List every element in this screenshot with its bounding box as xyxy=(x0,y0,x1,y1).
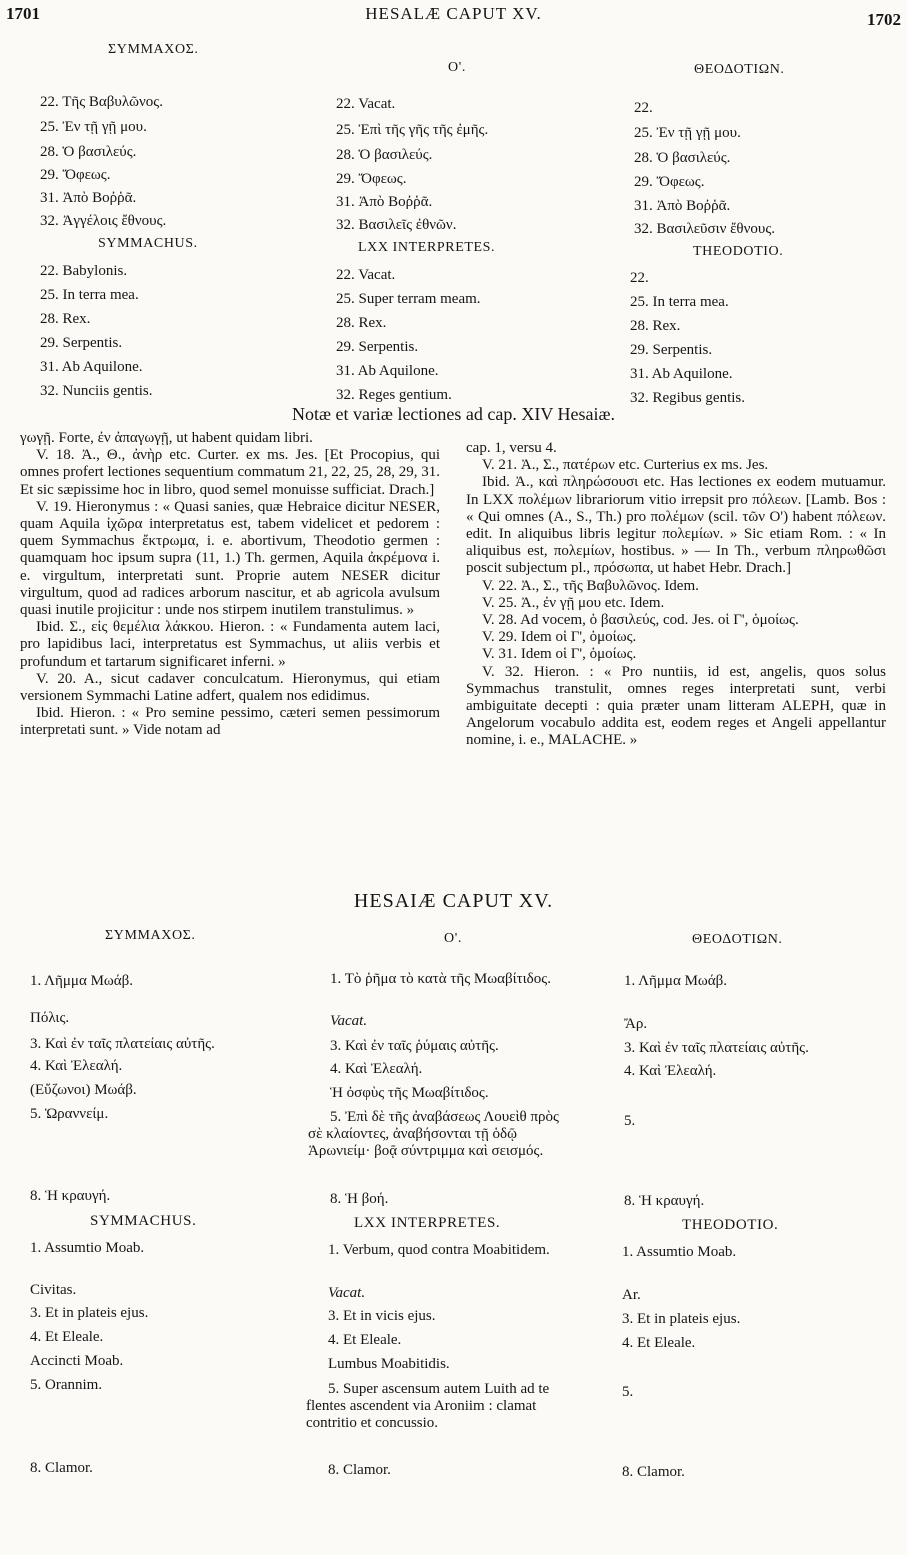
verse-line: 22. xyxy=(630,270,649,286)
notes-column-left xyxy=(20,430,440,740)
verse-line: 4. Et Eleale. xyxy=(622,1335,696,1351)
note-paragraph: Ibid. Σ., εἰς θεμέλια λάκκου. Hieron. : « Fundamenta autem laci, pro lapidibus laci, interpretatus est Symmachus, ut aliis verbis et profundum et tartarum significaret inferni. » xyxy=(20,619,440,670)
verse-line: 1. Verbum, quod contra Moabitidem. xyxy=(328,1242,550,1258)
verse-line: 1. Assumtio Moab. xyxy=(30,1240,145,1256)
verse-line: 32. Regibus gentis. xyxy=(630,390,745,406)
notes-column-right xyxy=(466,440,886,750)
verse-line: 3. Καὶ ἐν ταῖς πλατείαις αὐτῆς. xyxy=(30,1036,215,1052)
note-paragraph: cap. 1, versu 4. xyxy=(466,440,557,456)
verse-line: 32. Ἀγγέλοις ἔθνους. xyxy=(40,213,167,229)
verse-line: (Εὔζωνοι) Μωάβ. xyxy=(30,1082,137,1098)
verse-line: 28. Rex. xyxy=(336,315,387,331)
verse-line: Lumbus Moabitidis. xyxy=(328,1356,450,1372)
verse-line: Ἡ ὀσφὺς τῆς Μωαβίτιδος. xyxy=(330,1085,489,1101)
verse-line: Vacat. xyxy=(330,1013,368,1029)
verse-line: 29. Serpentis. xyxy=(40,335,123,351)
column-heading-lxx-greek: Ο'. xyxy=(448,60,466,75)
verse-line: 3. Et in plateis ejus. xyxy=(622,1311,741,1327)
column-heading-symmachus-latin: SYMMACHUS. xyxy=(90,1213,197,1229)
note-paragraph: V. 18. Ἀ., Θ., ἀνὴρ etc. Curter. ex ms. Jes. [Et Procopius, qui omnes profert lectiones sequentium commatum 21, 22, 25, 28, 29, 31. Et sic sæpissime hoc in libro, quod semel monuisse sufficiat. Drach.] xyxy=(20,447,440,498)
verse-line: 32. Βασιλεῖς ἐθνῶν. xyxy=(336,217,457,233)
running-title: HESALÆ CAPUT XV. xyxy=(365,4,542,23)
verse-line: 25. Super terram meam. xyxy=(336,291,481,307)
verse-line: 32. Βασιλεῦσιν ἔθνους. xyxy=(634,221,776,237)
note-paragraph: V. 19. Hieronymus : « Quasi sanies, quæ Hebraice dicitur NESER, quam Aquila ἰχῶρα interpretatus est, tabem videlicet et pedorem : quem Symmachus ἔκτρωμα, i. e. abortivum, Theodotio germen : quamquam hoc ipsum supra (11, 1.) Th. germen, Aquila ἀκρέμονα i. e. virgultum, interpretati sunt. Proprie autem NESER dicitur virgultum, quod ad radices arborum nascitur, et ab agricola avulsum quasi inutile projicitur : unde nos stirpem inutilem transtulimus. » xyxy=(20,498,440,619)
verse-line: 25. Ἐν τῇ γῇ μου. xyxy=(634,125,741,141)
column-heading-symmachus-greek: ΣΥΜΜΑΧΟΣ. xyxy=(108,42,199,57)
notes-title: Notæ et variæ lectiones ad cap. XIV Hesaiæ. xyxy=(291,404,616,424)
page-number-right: 1702 xyxy=(867,10,901,29)
verse-line: 5. xyxy=(622,1384,634,1400)
verse-line: 31. Ab Aquilone. xyxy=(336,363,439,379)
column-heading-lxx-greek: Ο'. xyxy=(444,931,462,946)
verse-line: 5. Orannim. xyxy=(30,1377,103,1393)
verse-line: 22. Vacat. xyxy=(336,96,396,112)
column-heading-symmachus-latin: SYMMACHUS. xyxy=(98,236,198,251)
column-heading-theodotion-latin: THEODOTIO. xyxy=(682,1217,779,1233)
column-heading-lxx-latin: LXX INTERPRETES. xyxy=(354,1215,501,1231)
verse-line: 25. In terra mea. xyxy=(40,287,139,303)
verse-line: 1. Assumtio Moab. xyxy=(622,1244,737,1260)
note-paragraph: V. 31. Idem οἱ Γ', ὁμοίως. xyxy=(482,646,637,663)
verse-line: 29. Ὄφεως. xyxy=(40,167,111,183)
verse-line: 1. Λῆμμα Μωάβ. xyxy=(30,973,134,989)
verse-line: 29. Ὄφεως. xyxy=(336,171,407,187)
note-paragraph: γωγῇ. Forte, ἐν ἀπαγωγῇ, ut habent quidam libri. xyxy=(20,430,313,446)
note-paragraph: V. 29. Idem οἱ Γ', ὁμοίως. xyxy=(482,629,637,646)
verse-line: 1. Τὸ ῥῆμα τὸ κατὰ τῆς Μωαβίτιδος. xyxy=(330,971,551,987)
verse-line: 4. Καὶ Ἐλεαλή. xyxy=(624,1063,717,1079)
verse-line: Πόλις. xyxy=(30,1010,70,1026)
verse-line: 5. Ἐπὶ δὲ τῆς ἀναβάσεως Λουεὶθ πρὸς σὲ κλαίοντες, ἀναβήσονται τῇ ὁδῷ Ἀρωνιείμ· βοᾷ σύντριμμα καὶ σεισμός. xyxy=(308,1109,559,1159)
note-paragraph: V. 28. Ad vocem, ὁ βασιλεύς, cod. Jes. οἱ Γ', ὁμοίως. xyxy=(482,612,799,629)
verse-line: 3. Et in vicis ejus. xyxy=(328,1308,436,1324)
verse-line: 22. Vacat. xyxy=(336,267,396,283)
verse-line: 1. Λῆμμα Μωάβ. xyxy=(624,973,728,989)
verse-line: 4. Καὶ Ἐλεαλή. xyxy=(330,1061,423,1077)
note-paragraph: Ibid. Hieron. : « Pro semine pessimo, cæteri semen pessimorum interpretati sunt. » Vide notam ad xyxy=(20,705,440,739)
verse-line: 25. Ἐπὶ τῆς γῆς τῆς ἐμῆς. xyxy=(336,122,489,138)
verse-line: 31. Ἀπὸ Βοῤῥᾶ. xyxy=(634,198,731,214)
verse-line: 25. In terra mea. xyxy=(630,294,729,310)
verse-line: 8. Clamor. xyxy=(328,1462,391,1478)
verse-line: 4. Et Eleale. xyxy=(328,1332,402,1348)
column-heading-symmachus-greek: ΣΥΜΜΑΧΟΣ. xyxy=(105,928,196,943)
verse-line: 28. Rex. xyxy=(40,311,91,327)
note-paragraph: V. 25. Ἀ., ἐν γῇ μου etc. Idem. xyxy=(482,594,665,611)
verse-line: Vacat. xyxy=(328,1285,366,1301)
verse-line: 28. Ὁ βασιλεύς. xyxy=(336,147,433,163)
verse-line: 5. Ὡραννείμ. xyxy=(30,1106,109,1122)
verse-line: 8. Clamor. xyxy=(30,1460,93,1476)
verse-line: 29. Serpentis. xyxy=(336,339,419,355)
verse-line: 32. Reges gentium. xyxy=(336,387,452,403)
verse-line: 31. Ab Aquilone. xyxy=(630,366,733,382)
verse-line: 5. xyxy=(624,1113,636,1129)
verse-line: 25. Ἐν τῇ γῇ μου. xyxy=(40,119,147,135)
page-number-left: 1701 xyxy=(6,4,40,23)
verse-line: 8. Ἡ κραυγή. xyxy=(30,1188,111,1204)
note-paragraph: V. 21. Ἀ., Σ., πατέρων etc. Curterius ex ms. Jes. xyxy=(482,457,769,474)
verse-line: 5. Super ascensum autem Luith ad te flentes ascendent via Aroniim : clamat contritio et concussio. xyxy=(306,1381,550,1431)
verse-line: 28. Rex. xyxy=(630,318,681,334)
verse-line: 3. Καὶ ἐν ταῖς ῥύμαις αὐτῆς. xyxy=(330,1038,499,1054)
chapter-title: HESAIÆ CAPUT XV. xyxy=(353,890,554,912)
column-heading-lxx-latin: LXX INTERPRETES. xyxy=(358,240,496,255)
column-heading-theodotion-latin: THEODOTIO. xyxy=(693,244,784,259)
verse-line: Ar. xyxy=(622,1287,641,1303)
verse-line: 8. Clamor. xyxy=(622,1464,685,1480)
verse-line: 4. Et Eleale. xyxy=(30,1329,104,1345)
verse-line: 22. xyxy=(634,100,653,116)
verse-line: 28. Ὁ βασιλεύς. xyxy=(40,144,137,160)
verse-line: 4. Καὶ Ἐλεαλή. xyxy=(30,1058,123,1074)
verse-line: 8. Ἡ κραυγή. xyxy=(624,1193,705,1209)
note-paragraph: V. 22. Ἀ., Σ., τῆς Βαβυλῶνος. Idem. xyxy=(482,577,699,594)
note-paragraph: V. 32. Hieron. : « Pro nuntiis, id est, angelis, quos solus Symmachus transtulit, omnes reges interpretati sunt, verbi ambiguitate decepti : quia præter unam litteram ALEPH, quæ in Angelorum vocabulo addita est, eodem reges et Angeli appellantur nomine, i. e., MALACHE. » xyxy=(466,663,886,749)
verse-line: 31. Ἀπὸ Βοῤῥᾶ. xyxy=(336,194,433,210)
verse-line: 31. Ἀπὸ Βοῤῥᾶ. xyxy=(40,190,137,206)
verse-line: 22. Babylonis. xyxy=(40,263,128,279)
verse-line: Ἄρ. xyxy=(624,1016,648,1032)
note-paragraph: Ibid. Ἀ., καὶ πληρώσουσι etc. Has lectiones ex eodem mutuamur. In LXX πολέμων librariorum vitio irrepsit pro πόλεων. [Lamb. Bos : « Qui omnes (A., S., Th.) pro πολέμων (scil. τῶν Ο') habent πόλεων. edit. In aliquibus libris legitur πολεμίων. » Sic etiam Rom. : « In aliquibus est, πολεμίων, hostibus. » — In Th., verbum πληρωθῶσι poscit subjectum pl., πρόσωπα, ut habet Hebr. Drach.] xyxy=(466,474,886,577)
verse-line: Accincti Moab. xyxy=(30,1353,124,1369)
verse-line: 3. Et in plateis ejus. xyxy=(30,1305,149,1321)
column-heading-theodotion-greek: ΘΕΟΔΟΤΙΩΝ. xyxy=(692,932,783,947)
note-paragraph: V. 20. A., sicut cadaver conculcatum. Hieronymus, qui etiam versionem Symmachi Latine adfert, qualem nos edidimus. xyxy=(20,670,440,705)
column-heading-theodotion-greek: ΘΕΟΔΟΤΙΩΝ. xyxy=(694,62,785,77)
verse-line: 3. Καὶ ἐν ταῖς πλατείαις αὐτῆς. xyxy=(624,1040,809,1056)
verse-line: 32. Nunciis gentis. xyxy=(40,383,153,399)
verse-line: 8. Ἡ βοή. xyxy=(330,1191,389,1207)
verse-line: Civitas. xyxy=(30,1282,77,1298)
verse-line: 29. Ὄφεως. xyxy=(634,174,705,190)
verse-line: 31. Ab Aquilone. xyxy=(40,359,143,375)
verse-line: 28. Ὁ βασιλεύς. xyxy=(634,150,731,166)
verse-line: 29. Serpentis. xyxy=(630,342,713,358)
verse-line: 22. Τῆς Βαβυλῶνος. xyxy=(40,94,163,110)
